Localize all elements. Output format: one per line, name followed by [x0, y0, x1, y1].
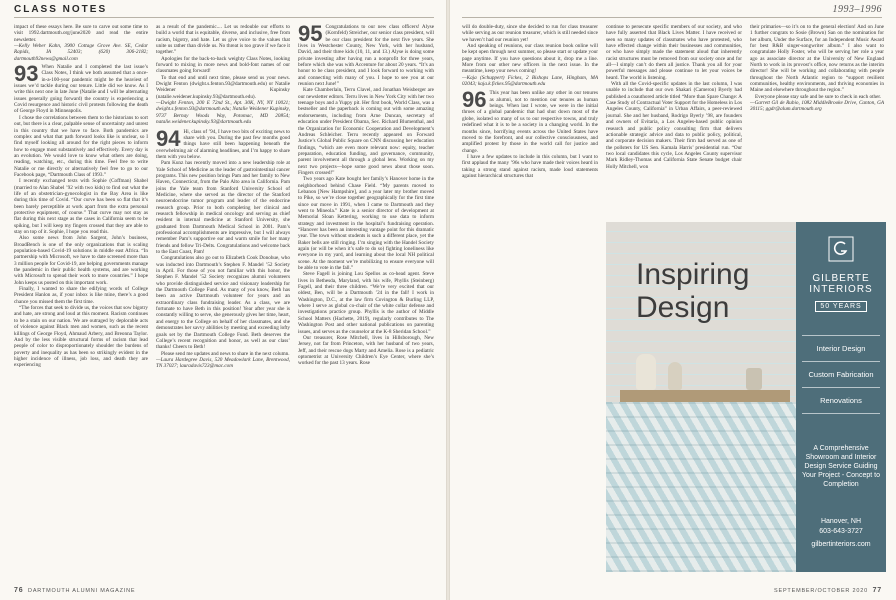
vase: [636, 354, 656, 390]
paragraph: as a result of the pandemic.... Let us redouble our efforts to build a world that is equitable, diverse, and inclusive, free from racism, bigotry, and hate. Let us give voice to the values that unite us rather than divide us. No threat is too grave if we face it together.”: [156, 24, 290, 56]
ad-location: Hanover, NH: [820, 518, 862, 525]
column-3: [298, 24, 434, 572]
g-monogram-icon: [828, 236, 854, 262]
header-rule: [462, 17, 882, 18]
magazine-name: DARTMOUTH ALUMNI MAGAZINE: [28, 588, 136, 594]
signature-95: —Kaja (Schuppert) Fickes, 2 Bishops Lane, Hingham, MA 02043; kaja.k.fickes.95@dartmouth.edu: [462, 74, 598, 88]
paragraph: Apologies for the back-to-back weighty Class Notes, looking forward to mixing in more news and bold-font names of our classmates going forward!: [156, 55, 290, 75]
section-title: CLASS NOTES: [14, 4, 108, 15]
signature-96: —Garrett Gil de Rubio, 1082 MiddleBrooke Drive, Canton, GA 30115; ggdr@alum.dartmouth.org: [750, 100, 884, 113]
paragraph: Also some news from John Sargent, John’s business, BroadBench is one of the only organizations that is scaling population-based Covid-19 solutions in middle east Africa. “In partnership with Microsoft, we have to date screened more than 3 million people for Covid-19, are helping governments manage the pandemic in their public health systems, and are working with Microsoft to spread their work to more countries.” I hope John keeps us posted on this important work.: [14, 235, 148, 286]
signature-92: —Kelly Weber Kahn, 3900 Cottage Grove Ave. SE, Cedar Rapids, IA 52403; (620) 306-2182; dartmouth92news@gmail.com: [14, 43, 148, 62]
header-rule: [14, 17, 434, 18]
paragraph: With all the Covid-specific updates in the last column, I was unable to include that our own Shakari (Cameron) Byerly had published a coauthored article titled “More than Spare Change: A Case Study of Contractual Voter Support for the Homeless in Los Angeles County, California” in Urban Affairs, a peer-reviewed journal. She and her husband, Rodrigo Byerly ’98, are founders and owners of Evitaria, a Los Angeles-based public opinion research and public policy consulting firm that delivers actionable strategic advice and data to public policy, political, and corporate decision makers. Their firm had served as one of the pollsters for US Sen. Kamala Harris’ presidential run. “Our two local candidates this cycle, Los Angeles County supervisor Mark Ridley-Thomas and California State Senate budget chair Holly Mitchell, won: [606, 81, 742, 170]
ad-headline-line2: Design: [636, 291, 730, 324]
class-year-95: 95: [298, 24, 323, 46]
paragraph: Our treasurer, Rose Mitchell, lives in Hillsborough, New Jersey, not far from Princeton, with her husband of two years, Jeff, and their rescue dogs Marty and Amelia. Rose is a pediatric optometrist at University Children’s Eye Center, where she’s worked for the past 13 years. Rose: [298, 334, 434, 367]
tile-grout: [606, 402, 796, 572]
paragraph: I recently exchanged texts with Sophie (Coffman) Shabel (married to Alan Shabel ’92 with two kids) to find out what the life of an obstetrician-gynecologist in the Bay Area is like during this time of Covid. “Our curve has been so flat that it’s been barely perceptible at work apart from the extra personal protective equipment, of course.” That curve may not stay as flat during this next stage as the cases in California seem to be spiking, but I will keep my fingers crossed that they are able to stay on top of it. Sophie, I hope you read this.: [14, 178, 148, 235]
page-number-right: 77: [872, 587, 882, 594]
brand-name: GILBERTE: [812, 273, 870, 284]
column-2: [156, 24, 290, 572]
paragraph: Congratulations also go out to Elizabeth Cook Donohue, who was inducted into Dartmouth’s Stephen F. Mandel ’52 Society in April. For those of you not familiar with this honor, the Stephen F. Mandel ’52 Society recognizes alumni volunteers who provide distinguished service and visionary leadership for the Dartmouth College Fund. As many of you know, Beth has been an active Dartmouth volunteer for years and an extraordinary class fundraising leader. As a class, we are fortunate to have Beth in this position! Year after year she is constantly willing to serve, she generously gives her time, heart, and energy to the College on behalf of her classmates, and she demonstrates her savvy abilities by meeting and exceeding lofty goals set by the Dartmouth College Fund. Beth deserves the College’s recent recognition and honor, as well as our class’ thanks! Cheers to Beth!: [156, 255, 290, 351]
paragraph: Two years ago Kate bought her family’s Hanover home in the neighborhood behind Chase Field. “My parents moved to Lebanon [New Hampshire], and a year later my brother moved to Pike, so we’re close together geographically for the first time since our move in 1991, when I came to Dartmouth and they went to Mineola.” Kate is a senior director of development at Memorial Sloan Kettering, working to use data to inform strategy and investment in the hospital’s fundraising operation. “Hanover has been an interesting vantage point for this dramatic year. The town without students is such a different place, yet the Baker bells are still ringing. I’m singing with the Handel Society again (or will be when it’s safe to do so) fighting loneliness like everyone in my yard, and learning about the local NH political scene. At the moment we’re mobilizing to ensure everyone will be able to vote in the fall.”: [298, 176, 434, 272]
paragraph: Finally, I wanted to share the edifying words of College President Hanlon as, if your inbox is like mine, there’s a good chance you missed them the first time.: [14, 286, 148, 305]
column-4: [462, 24, 598, 220]
issue-date: SEPTEMBER/OCTOBER 2020: [774, 588, 868, 594]
left-page: [0, 0, 446, 600]
ad-headline-line1: Inspiring: [636, 258, 750, 291]
column-6: [750, 24, 884, 220]
ad-phone[interactable]: 603-643-3727: [819, 528, 863, 535]
signature-94: —Laura Hardegree Davis, 520 Meadowlark Lane, Brentwood, TN 37027; lauradavis723@mac.com: [156, 356, 290, 370]
service-item: Renovations: [802, 388, 880, 414]
paragraph: Everyone please stay safe and be sure to check in each other.: [755, 93, 882, 100]
shelf: [620, 390, 790, 402]
paragraph: continue to persecute specific members of our society, and who have fully asserted that Black Lives Matter. I have received or seen so many updates of classmates who have protested, who have effected change within their businesses and communities, or who have simply made the statement aloud that inherently racist structures must be removed from our society once and for all—I simply can’t do them all justice. Thank you all for your powerful messages and please continue to let your voices be heard. The world is listening.: [606, 24, 742, 81]
paragraph: Pam Kunz has recently moved into a new leadership role at Yale School of Medicine as the leader of gastrointestinal cancer programs. This new position brings Pam and her family to New Haven, Connecticut, from the Palo Alto area in California. Pam joins the Yale team from Stanford University School of Medicine, where she served as the director of the Stanford neuroendocrine tumor program and leader of the endocrine research group. Prior to both completing her clinical and research fellowship in medical oncology and serving as chief resident in internal medicine at Stanford University, she graduated from Dartmouth Medical School in 2001. Pam’s professional accomplishments are impressive, but I will always remember Pam’s supportive ear and warm smile for her many friends and fellow Tri-Delts. Congratulations and welcome back to the East Coast, Pam!: [156, 160, 290, 256]
paragraph: I chose the correlations between them to the historians to sort out, but there is a clear, palpable sense of uncertainty and unrest in this country that we have to face. Both pandemics are complex and what that path forward looks like is unclear, so I find myself looking all around for the right pieces to inform how to engage most substantively and effectively. Every day is an evolution. We would love to know what others are doing, reading, watching, etc., during this time. Feel free to write Natalie or me directly or alternatively feel free to go to our Facebook page, “Dartmouth Class of 1993.”: [14, 114, 148, 178]
paragraph: And speaking of reunions, our class reunion book online will be kept open through next summer, so please start or update your page anytime. If you have questions about it, drop me a line. More from our other new officers in the next issue. In the meantime, keep your news coming!: [462, 43, 598, 75]
paragraph: Congratulations to our new class officers! Alyse (Kornfeld) Streicher, our senior class president, will be our class president for the next five years. She lives in Westchester County, New York, with her husband, David, and their three kids (10, 11, and 13.) Alyse is doing some private investing after having run a nonprofit for three years, before which she was with Accenture for about 20 years. “It’s an honor to be class president, and I look forward to working with and connecting with many of you. I hope to see you at our reunion next June!”: [298, 24, 434, 88]
column-1: [14, 24, 148, 572]
year-range: 1993–1996: [832, 4, 882, 15]
paragraph: Please send me updates and news to share in the next column.: [161, 350, 290, 357]
right-footer: [774, 587, 882, 594]
service-item: Custom Fabrication: [802, 362, 880, 388]
class-year-96: 96: [462, 87, 487, 113]
ad-headline: [636, 258, 749, 324]
paragraph: This year has been unlike any other in our tenures as alumni, not to mention our tenures as human beings. When last I wrote, we were in the initial throes of a global pandemic that had shut down most of the globe, isolated so many of us to our respective towns, and truly redefined what it is to be a society in a changing world. In the months since, horrifying events across the United States have moved to the forefront, and our collective consciousness, and amplified protest by those in the world call for justice and change.: [462, 90, 598, 154]
paragraph: will do double-duty, since she decided to run for class treasurer while serving as our reunion treasurer, which is still needed since we haven’t had our reunion yet!: [462, 24, 598, 43]
gilberte-interiors-ad[interactable]: [606, 222, 886, 572]
intro-text: impact of these essays here. Be sure to carve out some time to visit 1992.dartmouth.org/june2020 and read the entire newsletter.: [14, 24, 148, 43]
paragraph: Steve Fagell is joining Lou Spellos as co-head agent. Steve lives in Bethesda, Maryland, with his wife, Phyllis (Steinberg) Fagell, and their three children. “We’re very excited that our oldest, Ben, will be a Dartmouth ’24 in the fall! I work in Washington, D.C., at the law firm Covington & Burling LLP, where I serve as global co-chair of the white collar defense and investigations practice group. Phyllis is the author of Middle School Matters (Hachette, 2019), regularly contributes to The Washington Post and other national publications on parenting issues, and serves as the counselor at the K-8 Sheridan School.”: [298, 271, 434, 335]
paragraph: To that end and until next time, please send us your news. Dwight Fenton (dwight.s.fenton.93@dartmouth.edu) or Natalie Weidener Kupinsky (natalie.weidener.kupinsky.93@dartmouth.edu).: [156, 74, 290, 100]
ad-panel: [796, 222, 886, 572]
paragraph: Kate Chamberlain, Terru Clavel, and Jonathan Weisberger are our newsletter editors. Terru lives in New York City with her two teenage boys and a Yuppy pit. Her first book, World Class, was a bestseller and the paperback is coming out with some amazing endorsements, including from Arne Duncan, secretary of education under President Obama, Sec. Richard Blumenthal, and the Organization for Economic Cooperation and Development’s Andreas Schleicher. Terru recently appeared on Forward Justice’s Global Public Square on CNN discussing her education findings, “which are even more relevant now: equity, teacher preparation, education funding, and governance, community, parent involvement all through a global lens. Working on my next two projects—hope some good news about those soon. Fingers crossed!”: [298, 87, 434, 176]
page-number-left: 76: [14, 587, 24, 594]
class-year-94: 94: [156, 125, 181, 151]
ad-website-link[interactable]: gilbertinteriors.com: [811, 541, 871, 548]
ad-tagline: A Comprehensive Showroom and Interior Design Service Guiding Your Project - Concept to Completion: [802, 445, 880, 488]
left-footer: [14, 587, 135, 594]
signature-93: —Dwight Fenton, 200 E 72nd St., Apt. 30K, NY, NY 10021; dwight.s.fenton.93@dartmouth.edu; Natalie Weidener Kupinsky, 9737 Bernay Woods Way, Potomac, MD 20854; natalie.weidener.kupinsky.93@dartmouth.edu: [156, 100, 290, 126]
brand-subname: INTERIORS: [809, 284, 873, 295]
service-item: Interior Design: [802, 335, 880, 362]
paragraph: When Natalie and I completed the last issue’s Class Notes, I think we both assumed that a once-in-a-100-year pandemic might be the heaviest of issues we’d tackle during our tenure. Little did we know. As I write this next one in late June (Natalie and I will be alternating issues generally going forward) the country is experiencing a Covid resurgence and historic civil protests following the death of George Floyd in Minneapolis.: [14, 64, 148, 115]
paragraph: “The forces that seek to divide us, the voices that sow bigotry and hate, are strong and loud at this moment. Racism continues to be a stain on our nation. We are outraged by deplorable acts of violence against Black men and women, such as the recent killings of George Floyd, Ahmaud Arbery, and Breonna Taylor. And by the less visible structural forms of racism that lead people of color to disproportionately shoulder the burdens of poverty and inequality as has been so strikingly evident in the higher incidence of illness, job loss, and death they are experiencing: [14, 305, 148, 369]
years-badge: 50 YEARS: [815, 301, 866, 312]
ad-photo: [606, 222, 796, 572]
paragraph: Hi, class of ’94, I have two bits of exciting news to share with you. During the past few months good things have still been happening beneath the overwhelming air of alarming headlines, and I’m happy to share them with you below.: [156, 128, 290, 160]
vase: [668, 362, 682, 390]
paragraph: their primaries—so it’s on to the general election! And on June 1 further congrats to Sosie (Brown) San on the nomination for her album, Under the Surface, for an Independent Music Award for best R&B singer-songwriter album.” I also want to congratulate Holly Foster, who will be serving her role a year ago as associate director at the University of New England North to work in its provost’s office, now returns as the interim director! She will be working and collaborating with people throughout the North Atlantic region to “support resilient communities, healthy environments, and thriving economies in Maine and elsewhere throughout the region.”: [750, 24, 884, 94]
box: [746, 368, 762, 390]
column-5: [606, 24, 742, 220]
paragraph: I have a few updates to include in this column, but I want to first applaud the many ’96s who have made their voices heard in taking a strong stand against racism, made loud statements against hierarchical structures that: [462, 153, 598, 179]
class-year-93: 93: [14, 61, 39, 87]
right-page: [450, 0, 896, 600]
